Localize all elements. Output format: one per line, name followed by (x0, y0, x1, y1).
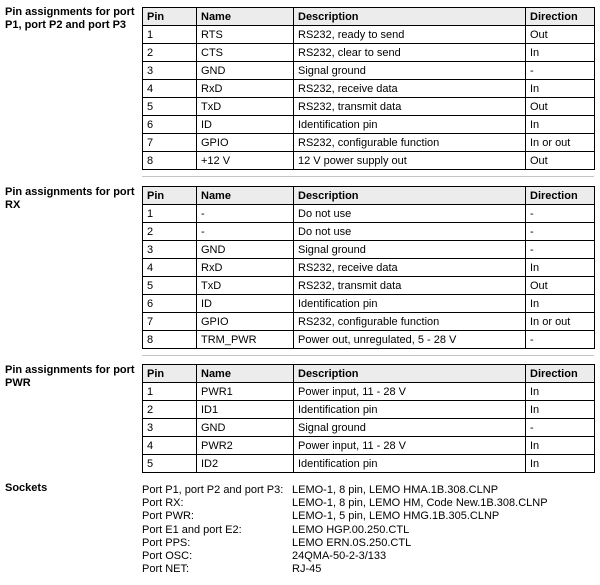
table-row (143, 241, 595, 259)
cell-description: RS232, ready to send (294, 26, 526, 44)
section-label-port-rx: Pin assignments for port RX (5, 186, 135, 211)
cell-name: - (197, 205, 294, 223)
cell-direction: In or out (526, 134, 595, 152)
cell-direction: In (526, 116, 595, 134)
section-label-ports-p1-p2-p3: Pin assignments for port P1, port P2 and port P3 (5, 6, 135, 31)
cell-pin: 2 (143, 223, 197, 241)
cell-name: +12 V (197, 152, 294, 170)
column-header-description: Description (294, 365, 526, 383)
cell-pin: 4 (143, 437, 197, 455)
table-row (143, 98, 595, 116)
cell-direction: Out (526, 152, 595, 170)
cell-pin: 3 (143, 62, 197, 80)
column-header-direction: Direction (526, 365, 595, 383)
cell-name: RxD (197, 80, 294, 98)
cell-name: RTS (197, 26, 294, 44)
cell-name: TRM_PWR (197, 331, 294, 349)
section-label-port-pwr: Pin assignments for port PWR (5, 364, 135, 389)
socket-port: Port NET: (142, 563, 190, 576)
cell-pin: 6 (143, 295, 197, 313)
cell-direction: - (526, 205, 595, 223)
column-header-direction: Direction (526, 8, 595, 26)
cell-pin: 5 (143, 455, 197, 473)
cell-direction: In (526, 383, 595, 401)
socket-connector: RJ-45 (292, 563, 322, 576)
cell-direction: Out (526, 277, 595, 295)
cell-direction: In (526, 455, 595, 473)
cell-name: ID2 (197, 455, 294, 473)
table-row (143, 401, 595, 419)
socket-connector: LEMO-1, 5 pin, LEMO HMG.1B.305.CLNP (292, 510, 500, 523)
cell-description: RS232, receive data (294, 259, 526, 277)
cell-description: RS232, configurable function (294, 313, 526, 331)
table-row (143, 26, 595, 44)
cell-name: RxD (197, 259, 294, 277)
socket-connector: LEMO ERN.0S.250.CTL (292, 536, 412, 549)
cell-direction: In (526, 295, 595, 313)
cell-pin: 3 (143, 241, 197, 259)
column-header-name: Name (197, 8, 294, 26)
cell-direction: - (526, 331, 595, 349)
cell-name: ID (197, 295, 294, 313)
pin-table-port-rx (142, 186, 595, 349)
cell-direction: In (526, 44, 595, 62)
column-header-name: Name (197, 187, 294, 205)
table-row (143, 80, 595, 98)
table-row (143, 223, 595, 241)
socket-connector: 24QMA-50-2-3/133 (292, 550, 387, 562)
cell-direction: In (526, 259, 595, 277)
table-row (143, 295, 595, 313)
cell-direction: In or out (526, 313, 595, 331)
column-header-pin: Pin (143, 8, 197, 26)
socket-connector: LEMO-1, 8 pin, LEMO HM, Code New.1B.308.CLNP (292, 497, 548, 510)
cell-direction: - (526, 223, 595, 241)
cell-description: RS232, configurable function (294, 134, 526, 152)
column-header-pin: Pin (143, 365, 197, 383)
column-header-direction: Direction (526, 187, 595, 205)
cell-pin: 4 (143, 80, 197, 98)
cell-pin: 8 (143, 152, 197, 170)
socket-port: Port PPS: (142, 536, 191, 549)
cell-description: Identification pin (294, 401, 526, 419)
cell-name: PWR2 (197, 437, 294, 455)
socket-port: Port E1 and port E2: (142, 523, 242, 536)
table-row (143, 383, 595, 401)
table-row (143, 205, 595, 223)
cell-pin: 2 (143, 401, 197, 419)
socket-connector: LEMO HGP.00.250.CTL (292, 523, 410, 536)
column-header-name: Name (197, 365, 294, 383)
table-row (143, 419, 595, 437)
table-row (143, 313, 595, 331)
cell-name: GPIO (197, 313, 294, 331)
cell-description: Signal ground (294, 62, 526, 80)
cell-direction: Out (526, 98, 595, 116)
cell-name: TxD (197, 277, 294, 295)
cell-description: Power input, 11 - 28 V (294, 383, 526, 401)
cell-description: RS232, clear to send (294, 44, 526, 62)
cell-name: - (197, 223, 294, 241)
table-row (143, 116, 595, 134)
cell-name: ID (197, 116, 294, 134)
cell-pin: 3 (143, 419, 197, 437)
cell-pin: 4 (143, 259, 197, 277)
cell-description: Identification pin (294, 455, 526, 473)
cell-description: Power out, unregulated, 5 - 28 V (294, 331, 526, 349)
table-row (143, 437, 595, 455)
cell-name: ID1 (197, 401, 294, 419)
cell-pin: 7 (143, 313, 197, 331)
socket-port: Port RX: (142, 497, 184, 510)
table-row (143, 455, 595, 473)
socket-connector: LEMO-1, 8 pin, LEMO HMA.1B.308.CLNP (292, 484, 499, 496)
socket-port: Port P1, port P2 and port P3: (142, 484, 284, 496)
section-divider (142, 176, 594, 177)
socket-port: Port PWR: (142, 510, 194, 523)
cell-pin: 7 (143, 134, 197, 152)
cell-description: Power input, 11 - 28 V (294, 437, 526, 455)
cell-direction: Out (526, 26, 595, 44)
cell-pin: 2 (143, 44, 197, 62)
cell-pin: 1 (143, 383, 197, 401)
cell-pin: 5 (143, 277, 197, 295)
column-header-description: Description (294, 187, 526, 205)
table-row (143, 62, 595, 80)
cell-description: Do not use (294, 205, 526, 223)
cell-name: GND (197, 241, 294, 259)
cell-name: TxD (197, 98, 294, 116)
cell-description: RS232, transmit data (294, 277, 526, 295)
table-row (143, 152, 595, 170)
cell-direction: - (526, 241, 595, 259)
cell-description: RS232, receive data (294, 80, 526, 98)
cell-direction: In (526, 401, 595, 419)
cell-pin: 5 (143, 98, 197, 116)
socket-port: Port OSC: (142, 550, 193, 562)
cell-direction: In (526, 80, 595, 98)
cell-description: Signal ground (294, 241, 526, 259)
cell-pin: 8 (143, 331, 197, 349)
cell-name: PWR1 (197, 383, 294, 401)
cell-name: CTS (197, 44, 294, 62)
table-row (143, 331, 595, 349)
column-header-pin: Pin (143, 187, 197, 205)
cell-name: GPIO (197, 134, 294, 152)
cell-description: Identification pin (294, 295, 526, 313)
cell-name: GND (197, 419, 294, 437)
cell-name: GND (197, 62, 294, 80)
table-row (143, 44, 595, 62)
table-row (143, 277, 595, 295)
cell-description: RS232, transmit data (294, 98, 526, 116)
table-row (143, 134, 595, 152)
cell-description: 12 V power supply out (294, 152, 526, 170)
section-divider (142, 355, 594, 356)
cell-description: Identification pin (294, 116, 526, 134)
cell-description: Signal ground (294, 419, 526, 437)
pin-table-port-pwr (142, 364, 595, 473)
sockets-label: Sockets (5, 482, 48, 494)
cell-description: Do not use (294, 223, 526, 241)
cell-pin: 1 (143, 205, 197, 223)
cell-direction: In (526, 437, 595, 455)
cell-direction: - (526, 419, 595, 437)
cell-direction: - (526, 62, 595, 80)
table-row (143, 259, 595, 277)
cell-pin: 6 (143, 116, 197, 134)
column-header-description: Description (294, 8, 526, 26)
pin-table-ports-p1-p2-p3 (142, 7, 595, 170)
cell-pin: 1 (143, 26, 197, 44)
